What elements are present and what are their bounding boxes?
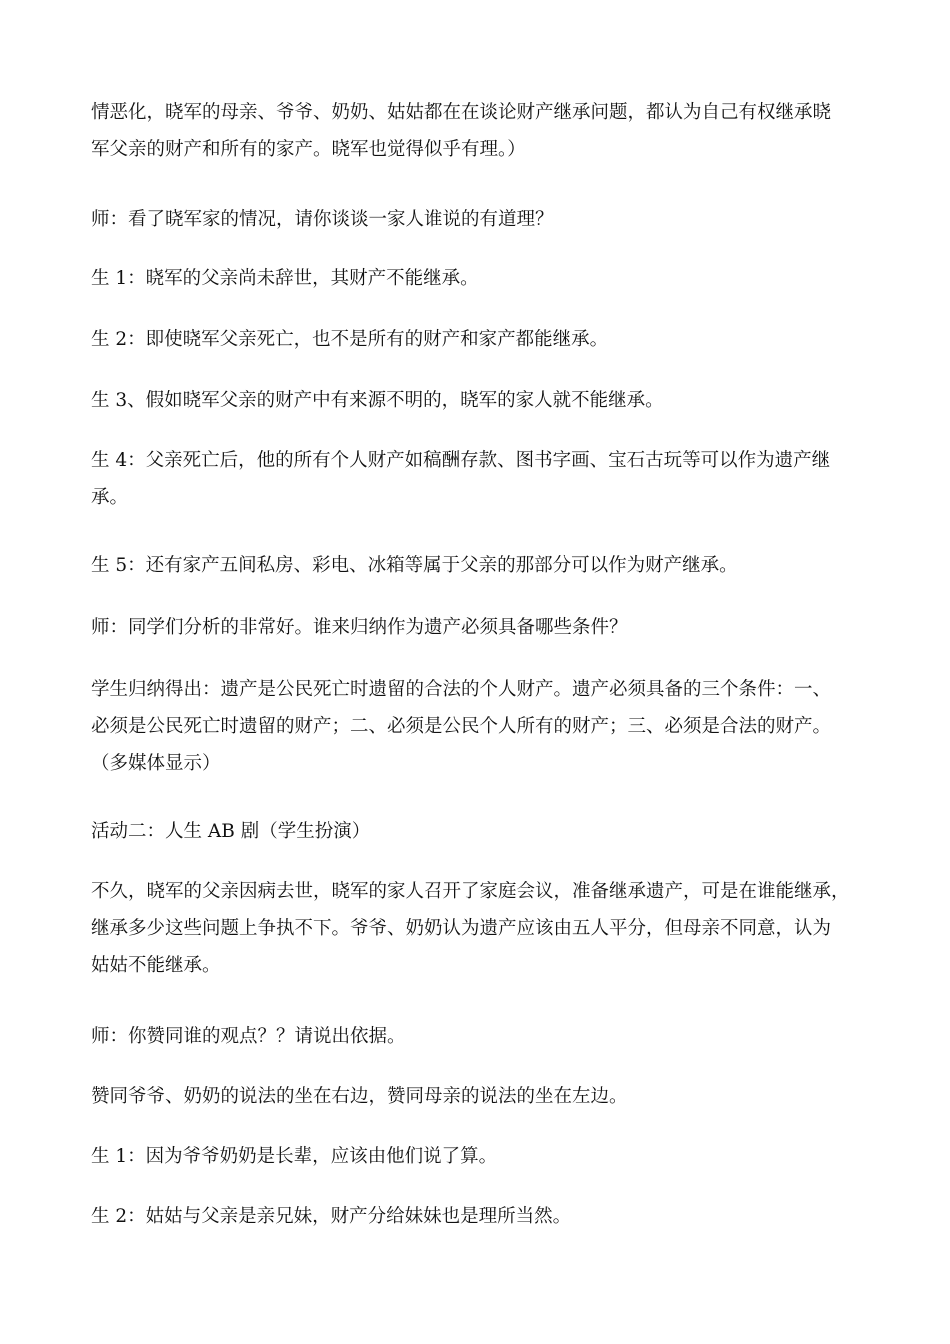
paragraph-8: 师：同学们分析的非常好。谁来归纳作为遗产必须具备哪些条件？ (91, 617, 628, 638)
paragraph-9: 学生归纳得出：遗产是公民死亡时遗留的合法的个人财产。遗产必须具备的三个条件：一、 必须是公民死亡时遗留的财产；二、必须是公民个人所有的财产；三、必须是合法的财产。 （多媒体显示） (91, 679, 832, 774)
paragraph-5: 生 3、假如晓军父亲的财产中有来源不明的，晓军的家人就不能继承。 (91, 390, 664, 411)
paragraph-13: 赞同爷爷、奶奶的说法的坐在右边，赞同母亲的说法的坐在左边。 (91, 1086, 628, 1107)
paragraph-10: 活动二：人生 AB 剧（学生扮演） (91, 821, 371, 842)
paragraph-15: 生 2：姑姑与父亲是亲兄妹，财产分给妹妹也是理所当然。 (91, 1206, 572, 1227)
paragraph-4: 生 2：即使晓军父亲死亡，也不是所有的财产和家产都能继承。 (91, 329, 609, 350)
paragraph-12: 师：你赞同谁的观点？？请说出依据。 (91, 1026, 406, 1047)
paragraph-6: 生 4：父亲死亡后，他的所有个人财产如稿酬存款、图书字画、宝石古玩等可以作为遗产继 承。 (91, 450, 831, 508)
paragraph-14: 生 1：因为爷爷奶奶是长辈，应该由他们说了算。 (91, 1146, 498, 1167)
paragraph-1: 情恶化，晓军的母亲、爷爷、奶奶、姑姑都在在谈论财产继承问题，都认为自己有权继承晓 军父亲的财产和所有的家产。晓军也觉得似乎有理。） (91, 102, 832, 160)
paragraph-3: 生 1：晓军的父亲尚未辞世，其财产不能继承。 (91, 268, 479, 289)
paragraph-2: 师：看了晓军家的情况，请你谈谈一家人谁说的有道理？ (91, 209, 554, 230)
paragraph-7: 生 5：还有家产五间私房、彩电、冰箱等属于父亲的那部分可以作为财产继承。 (91, 555, 738, 576)
paragraph-11: 不久，晓军的父亲因病去世，晓军的家人召开了家庭会议，准备继承遗产，可是在谁能继承， 继承多少这些问题上争执不下。爷爷、奶奶认为遗产应该由五人平分，但母亲不同意，认为 姑姑不能继承。 (91, 881, 850, 976)
